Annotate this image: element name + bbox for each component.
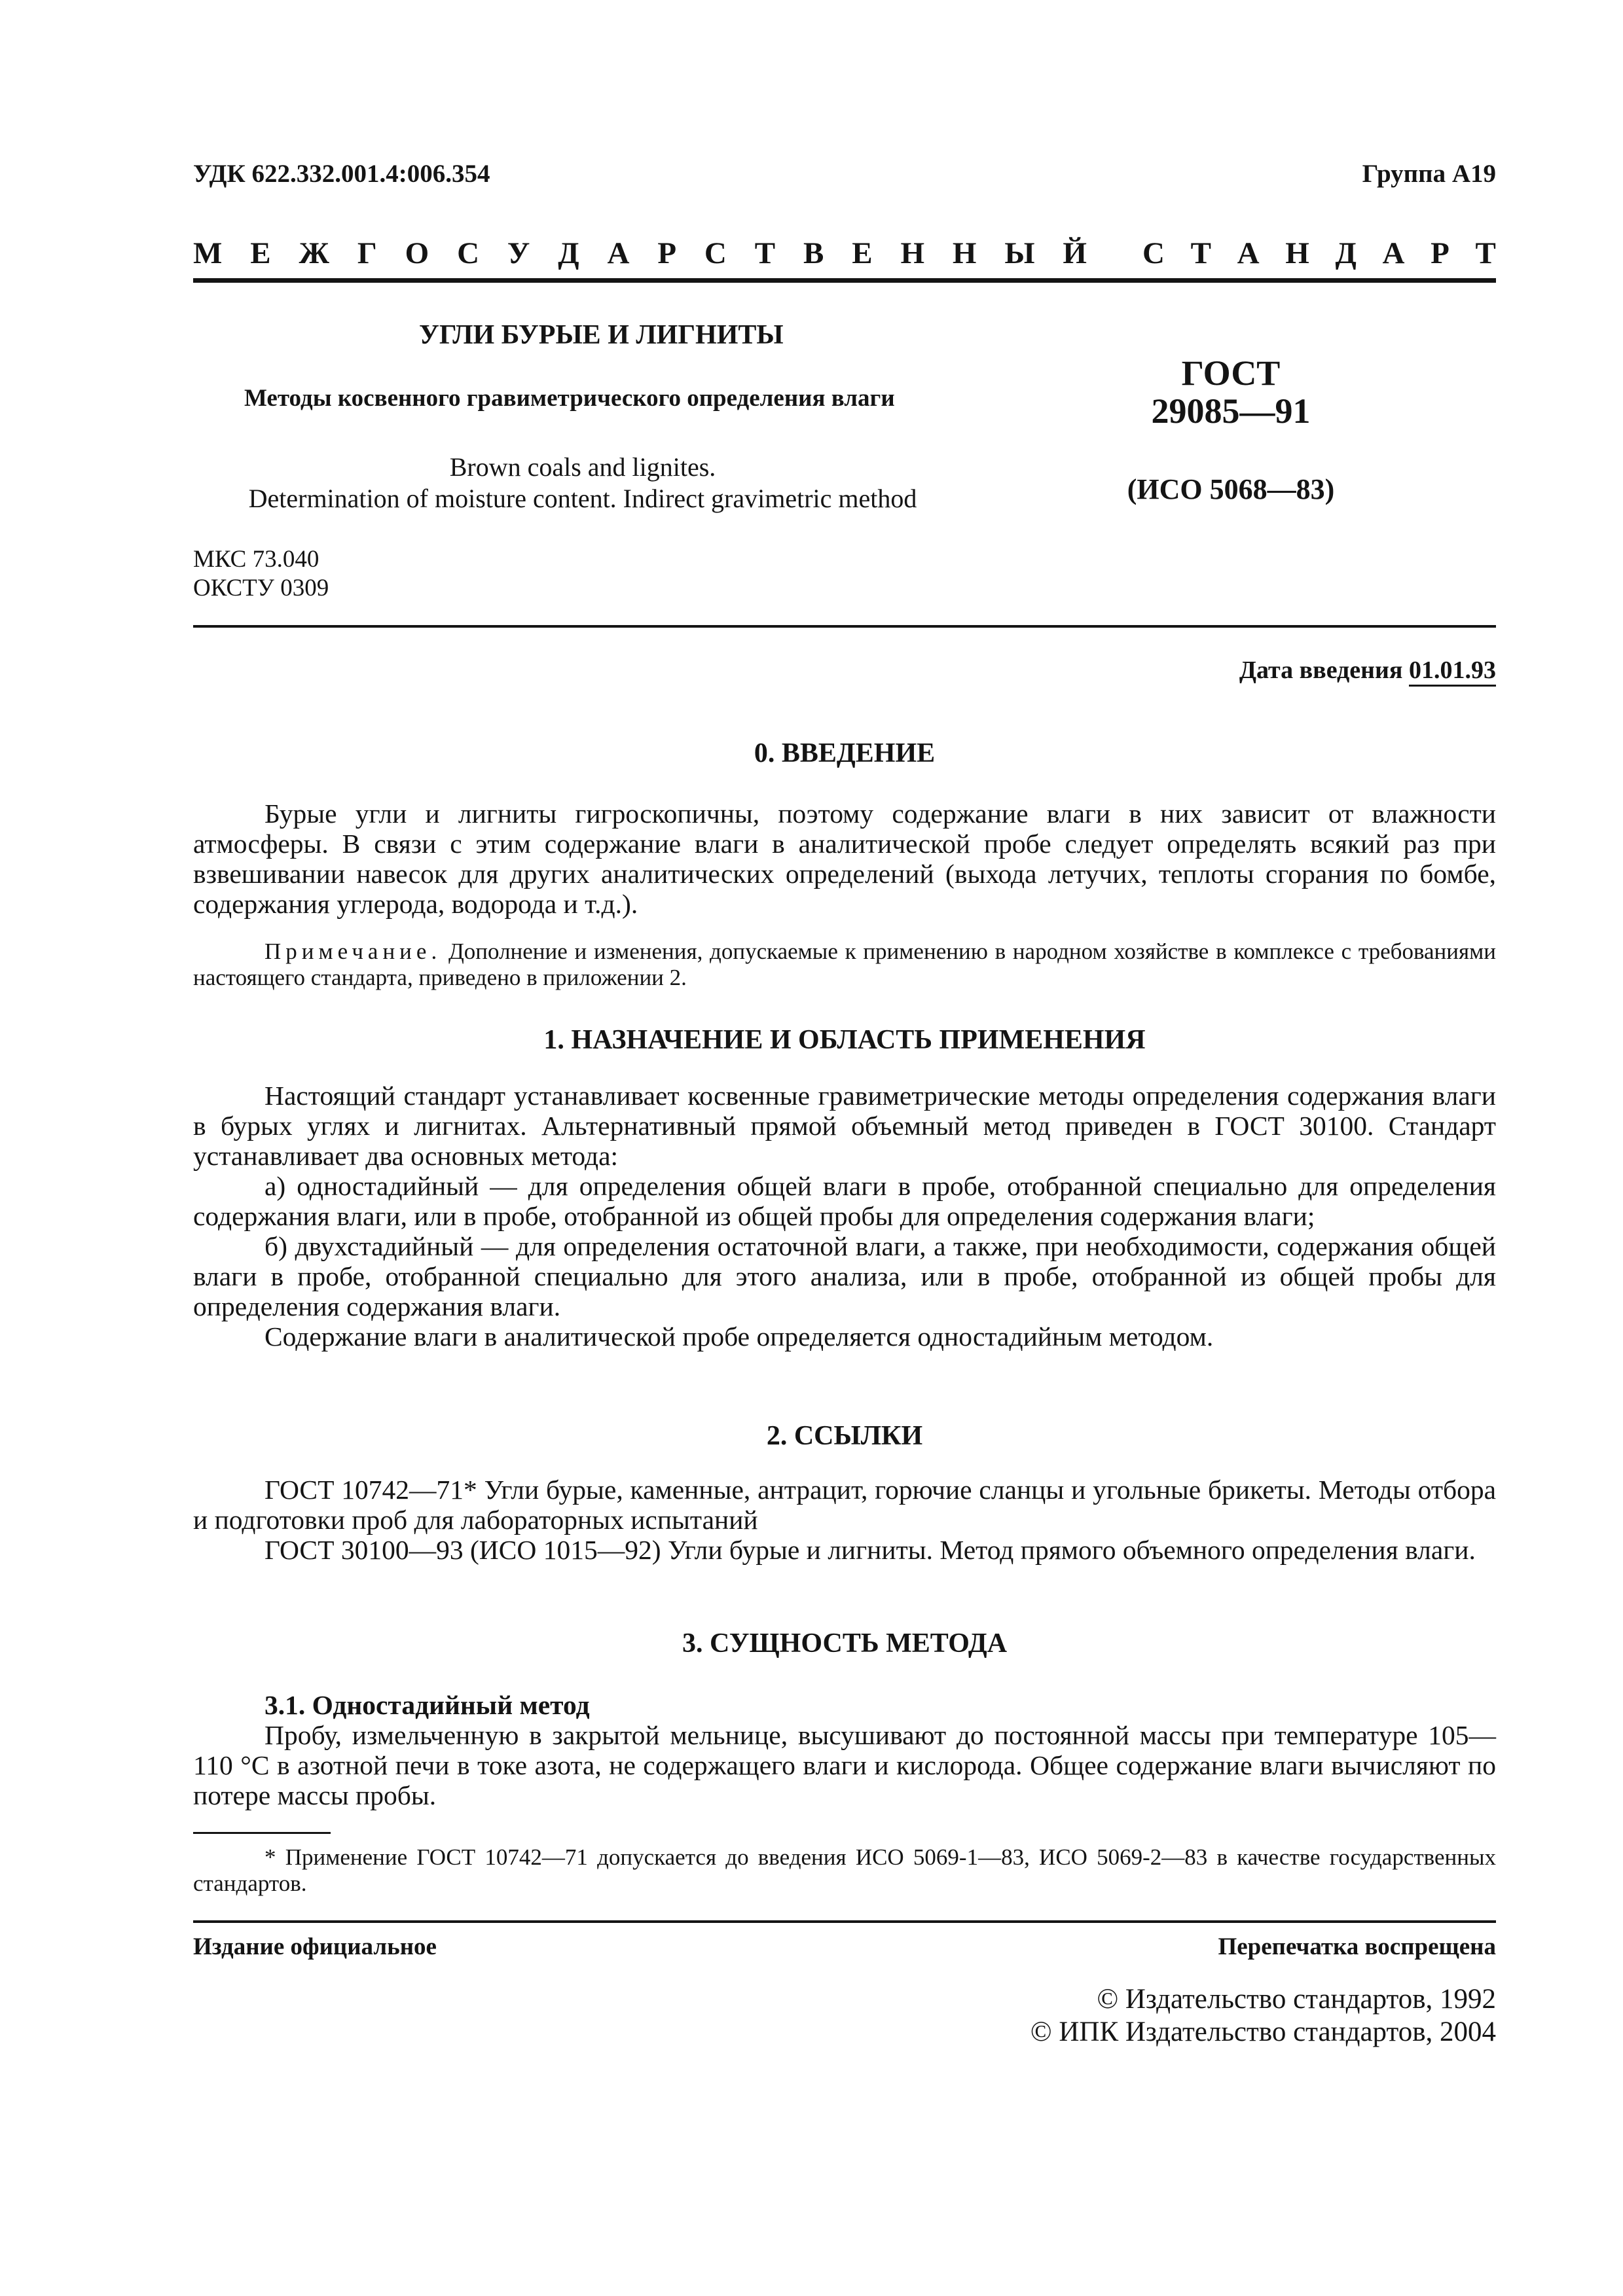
section-1-paragraph: Настоящий стандарт устанавливает косвенные гравиметрические методы определения содержания влаги в бурых углях и лигнитах. Альтернативный прямой объемный метод приведен в ГОСТ 30100. Стандарт устанавливает два основных метода: (193, 1081, 1496, 1171)
copyright-1992: © Издательство стандартов, 1992 (1097, 1984, 1496, 2015)
section-1-item-b: б) двухстадийный — для определения остаточной влаги, а также, при необходимости, содержания общей влаги в пробе, отобранной специально для этого анализа, или в пробе, отобранной из общей пробы для определения содержания влаги. (193, 1231, 1496, 1321)
standard-banner (193, 234, 1496, 273)
section-1-item-a: а) одностадийный — для определения общей влаги в пробе, отобранной специально для определения содержания влаги, или в пробе, отобранной из общей пробы для определения содержания влаги; (193, 1171, 1496, 1231)
okstu-code: ОКСТУ 0309 (193, 575, 329, 601)
section-0-body (193, 798, 1496, 919)
section-2-title: 2. ССЫЛКИ (766, 1421, 923, 1451)
copyright-2004: © ИПК Издательство стандартов, 2004 (1030, 2017, 1496, 2047)
title-rule (193, 625, 1496, 628)
footnote-text: * Применение ГОСТ 10742—71 допускается до введения ИСО 5069-1—83, ИСО 5069-2—83 в качестве государственных стандартов. (193, 1844, 1496, 1896)
section-1-body (193, 1081, 1496, 1352)
note-text: Дополнение и изменения, допускаемые к применению в народном хозяйстве в комплексе с требованиями настоящего стандарта, приведено в приложении 2. (193, 939, 1496, 990)
banner-word-interstate: М Е Ж Г О С У Д А Р С Т В Е Н Н Ы Й (193, 236, 1087, 270)
gost-label: ГОСТ (1181, 353, 1281, 393)
banner-word-standard: С Т А Н Д А Р Т (1142, 236, 1496, 270)
reprint-label: Перепечатка воспрещена (1218, 1933, 1496, 1960)
section-3-body (193, 1690, 1496, 1810)
title-ru: УГЛИ БУРЫЕ И ЛИГНИТЫ (419, 320, 784, 350)
intro-date-label: Дата введения (1239, 656, 1403, 684)
footer-rule (193, 1920, 1496, 1923)
udk-code: УДК 622.332.001.4:006.354 (193, 160, 490, 188)
footnote-separator (193, 1832, 331, 1834)
note-label: Примечание. (264, 939, 442, 964)
reference-item: ГОСТ 30100—93 (ИСО 1015—92) Угли бурые и лигниты. Метод прямого объемного определения влаги. (264, 1535, 1476, 1565)
section-1-paragraph: Содержание влаги в аналитической пробе определяется одностадийным методом. (264, 1321, 1214, 1352)
section-2-body (193, 1475, 1496, 1565)
section-1-title: 1. НАЗНАЧЕНИЕ И ОБЛАСТЬ ПРИМЕНЕНИЯ (543, 1025, 1146, 1055)
group-code: Группа А19 (1362, 160, 1496, 188)
subtitle-ru: Методы косвенного гравиметрического определения влаги (244, 385, 895, 412)
gost-number: 29085—91 (1151, 391, 1311, 431)
intro-date-value: 01.01.93 (1409, 656, 1496, 687)
title-en-line1: Brown coals and lignites. (449, 452, 716, 482)
section-3-title: 3. СУЩНОСТЬ МЕТОДА (682, 1628, 1008, 1659)
footnote (193, 1844, 1496, 1897)
section-0-note (193, 939, 1496, 991)
section-3-1-title: 3.1. Одностадийный метод (264, 1690, 590, 1720)
edition-label: Издание официальное (193, 1933, 437, 1960)
section-0-paragraph: Бурые угли и лигниты гигроскопичны, поэтому содержание влаги в них зависит от влажности атмосферы. В связи с этим содержание влаги в аналитической пробе следует определять всякий раз при взвешивании навесок для других аналитических определений (выхода летучих, теплоты сгорания по бомбе, содержания углерода, водорода и т.д.). (193, 798, 1496, 919)
iso-reference: (ИСО 5068—83) (1127, 473, 1335, 505)
section-3-1-paragraph: Пробу, измельченную в закрытой мельнице, высушивают до постоянной массы при температуре 105—110 °С в азотной печи в токе азота, не содержащего влаги и кислорода. Общее содержание влаги вычисляют по потере массы пробы. (193, 1720, 1496, 1810)
title-en-line2: Determination of moisture content. Indirect gravimetric method (248, 484, 917, 513)
mks-code: МКС 73.040 (193, 546, 319, 573)
reference-item: ГОСТ 10742—71* Угли бурые, каменные, антрацит, горючие сланцы и угольные брикеты. Методы отбора и подготовки проб для лабораторных испытаний (193, 1475, 1496, 1535)
section-0-title: 0. ВВЕДЕНИЕ (754, 738, 936, 768)
intro-date (1239, 655, 1496, 686)
banner-rule (193, 278, 1496, 283)
